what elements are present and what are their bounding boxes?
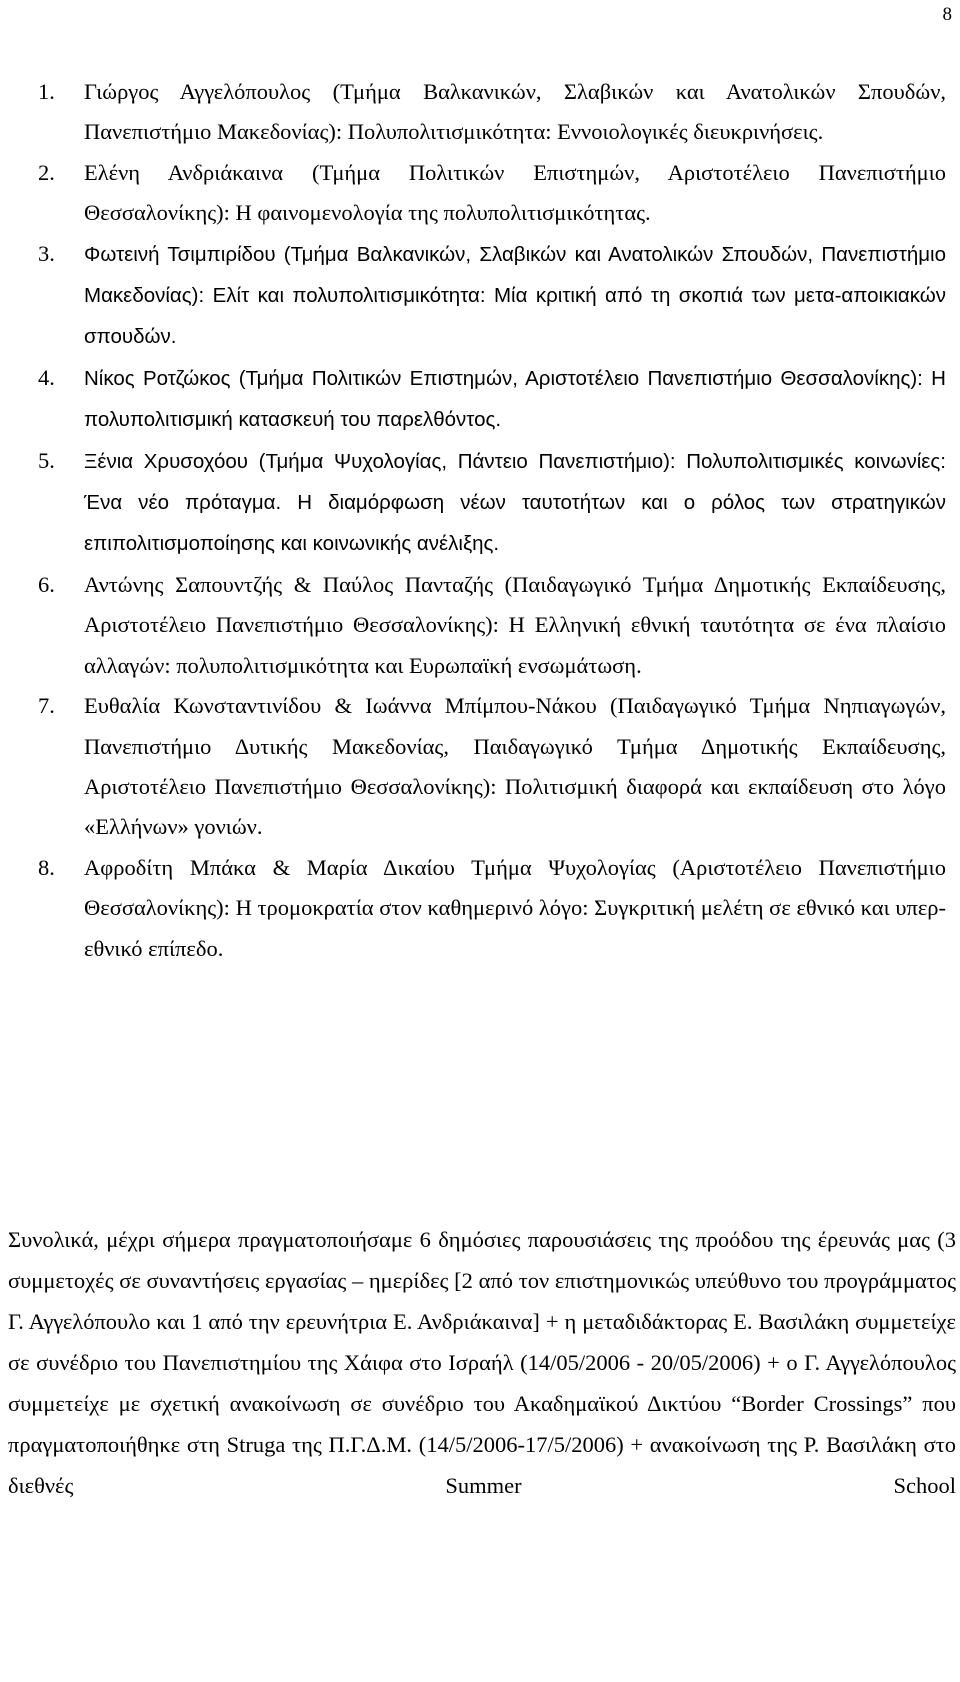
list-item: [38, 565, 946, 686]
summary-paragraph: Συνολικά, μέχρι σήμερα πραγματοποιήσαμε 6 δημόσιες παρουσιάσεις της προόδου της έρευνάς μας (3 συμμετοχές σε συναντήσεις εργασίας – ημερίδες [2 από τον επιστημονικώς υπεύθυνο του προγράμματος Γ. Αγγελόπουλο και 1 από την ερευνήτρια Ε. Ανδριάκαινα] + η μεταδιδάκτορας Ε. Βασιλάκη συμμετείχε σε συνέδριο του Πανεπιστημίου της Χάιφα στο Ισραήλ (14/05/2006 - 20/05/2006) + ο Γ. Αγγελόπουλος συμμετείχε με σχετική ανακοίνωση σε συνέδριο του Ακαδημαϊκού Δικτύου “Border Crossings” που πραγματοποιήθηκε στη Struga της Π.Γ.Δ.Μ. (14/5/2006-17/5/2006) + ανακοίνωση της Ρ. Βασιλάκη στο διεθνές Summer School: [8, 1227, 956, 1498]
list-item: [38, 848, 946, 969]
list-item-number: 5.: [38, 447, 55, 473]
list-item-number: 8.: [38, 854, 55, 880]
list-item: [38, 234, 946, 358]
list-item-text: Αντώνης Σαπουντζής & Παύλος Πανταζής (Παιδαγωγικό Τμήμα Δημοτικής Εκπαίδευσης, Αριστοτέλειο Πανεπιστήμιο Θεσσαλονίκης): Η Ελληνική εθνική ταυτότητα σε ένα πλαίσιο αλλαγών: πολυπολιτισμικότητα και Ευρωπαϊκή ενσωμάτωση.: [84, 571, 946, 678]
list-item-number: 2.: [38, 159, 55, 185]
list-item: [38, 441, 946, 565]
list-item-text: Αφροδίτη Μπάκα & Μαρία Δικαίου Τμήμα Ψυχολογίας (Αριστοτέλειο Πανεπιστήμιο Θεσσαλονίκης): Η τρομοκρατία στον καθημερινό λόγο: Συγκριτική μελέτη σε εθνικό και υπερ-εθνικό επίπεδο.: [84, 854, 946, 961]
list-item-text: Ελένη Ανδριάκαινα (Τμήμα Πολιτικών Επιστημών, Αριστοτέλειο Πανεπιστήμιο Θεσσαλονίκης): Η φαινομενολογία της πολυπολιτισμικότητας.: [84, 159, 946, 226]
list-item-number: 6.: [38, 571, 55, 597]
presentation-list: [38, 72, 946, 969]
list-item: [38, 358, 946, 441]
list-item-text: Νίκος Ροτζώκος (Τμήμα Πολιτικών Επιστημών, Αριστοτέλειο Πανεπιστήμιο Θεσσαλονίκης): Η πολυπολιτισμική κατασκευή του παρελθόντος.: [84, 366, 946, 432]
list-item-number: 7.: [38, 693, 55, 719]
list-item: [38, 686, 946, 848]
list-item-text: Ευθαλία Κωνσταντινίδου & Ιωάννα Μπίμπου-Νάκου (Παιδαγωγικό Τμήμα Νηπιαγωγών, Πανεπιστήμιο Δυτικής Μακεδονίας, Παιδαγωγικό Τμήμα Δημοτικής Εκπαίδευσης, Αριστοτέλειο Πανεπιστήμιο Θεσσαλονίκης): Πολιτισμική διαφορά και εκπαίδευση στο λόγο «Ελλήνων» γονιών.: [84, 693, 946, 840]
list-item: [38, 72, 946, 153]
page-number: 8: [942, 4, 952, 25]
list-item-text: Φωτεινή Τσιμπιρίδου (Τμήμα Βαλκανικών, Σλαβικών και Ανατολικών Σπουδών, Πανεπιστήμιο Μακεδονίας): Ελίτ και πολυπολιτισμικότητα: Μία κριτική από τη σκοπιά των μετα-αποικιακών σπουδών.: [84, 242, 946, 349]
list-item-number: 3.: [38, 240, 55, 266]
list-item-text: Ξένια Χρυσοχόου (Τμήμα Ψυχολογίας, Πάντειο Πανεπιστήμιο): Πολυπολιτισμικές κοινωνίες: Ένα νέο πρόταγμα. Η διαμόρφωση νέων ταυτοτήτων και ο ρόλος των στρατηγικών επιπολιτισμοποίησης και κοινωνικής ανέλιξης.: [84, 449, 946, 556]
list-item-number: 4.: [38, 364, 55, 390]
list-item: [38, 153, 946, 234]
list-item-text: Γιώργος Αγγελόπουλος (Τμήμα Βαλκανικών, Σλαβικών και Ανατολικών Σπουδών, Πανεπιστήμιο Μακεδονίας): Πολυπολιτισμικότητα: Εννοιολογικές διευκρινήσεις.: [84, 79, 946, 145]
list-item-number: 1.: [38, 79, 55, 104]
